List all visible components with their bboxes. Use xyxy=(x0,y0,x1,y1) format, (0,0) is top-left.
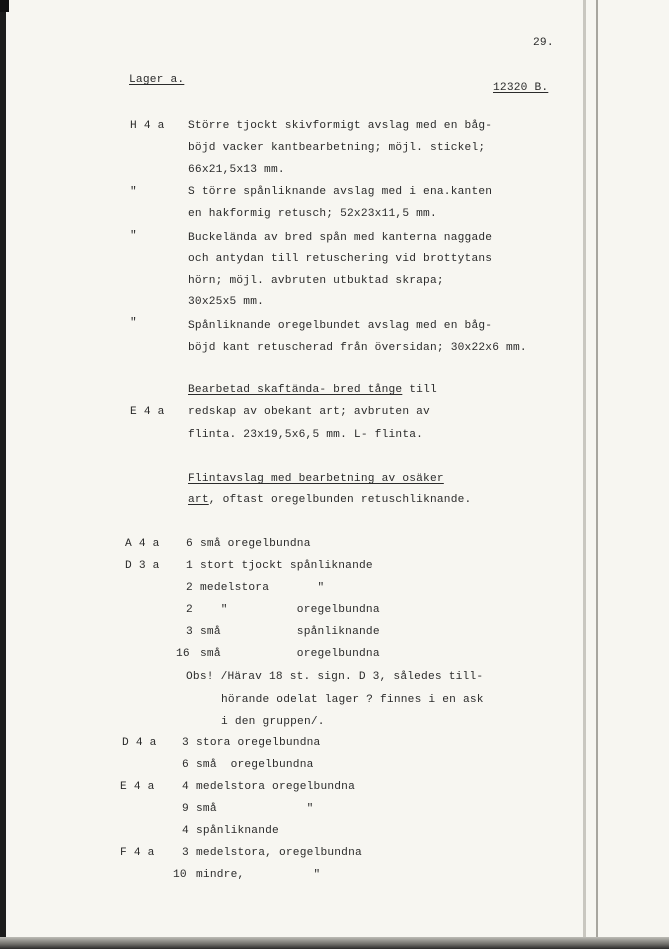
list-desc: små oregelbundna xyxy=(200,648,380,660)
entry-line: 30x25x5 mm. xyxy=(188,296,265,308)
list-desc: små oregelbundna xyxy=(200,538,311,550)
list-label: D 3 a xyxy=(125,560,160,572)
list-count: 10 xyxy=(173,869,187,881)
section-heading xyxy=(188,384,437,397)
list-desc: spånliknande xyxy=(196,825,279,837)
list-label: E 4 a xyxy=(120,781,155,793)
list-desc: små " xyxy=(196,803,314,815)
entry-label: " xyxy=(130,317,137,329)
list-desc: stora oregelbundna xyxy=(196,737,321,749)
entry-line: och antydan till retuschering vid brottytans xyxy=(188,253,493,265)
layer-title: Lager a. xyxy=(129,74,185,86)
list-desc: " oregelbundna xyxy=(200,604,380,616)
entry-label: " xyxy=(130,230,137,242)
page-number: 29. xyxy=(533,37,554,49)
section-heading-underlined: art xyxy=(188,494,209,506)
entry-line: hörn; möjl. avbruten utbuktad skrapa; xyxy=(188,275,444,287)
note-line: Obs! /Härav 18 st. sign. D 3, således till- xyxy=(186,671,484,683)
entry-line: en hakformig retusch; 52x23x11,5 mm. xyxy=(188,208,437,220)
list-count: 6 xyxy=(182,759,189,771)
entry-line: böjd kant retuscherad från översidan; 30x22x6 mm. xyxy=(188,342,527,354)
entry-label: H 4 a xyxy=(130,120,165,132)
entry-line: böjd vacker kantbearbetning; möjl. stickel; xyxy=(188,142,486,154)
list-count: 3 xyxy=(182,737,189,749)
list-count: 3 xyxy=(182,847,189,859)
section-line: redskap av obekant art; avbruten av xyxy=(188,406,430,418)
entry-line: Spånliknande oregelbundet avslag med en båg- xyxy=(188,320,493,332)
entry-line: Större tjockt skivformigt avslag med en båg- xyxy=(188,120,493,132)
list-label: D 4 a xyxy=(122,737,157,749)
section-heading: Flintavslag med bearbetning av osäker xyxy=(188,473,444,485)
list-count: 1 xyxy=(186,560,193,572)
list-desc: medelstora " xyxy=(200,582,325,594)
list-count: 3 xyxy=(186,626,193,638)
page-right-edge xyxy=(583,0,586,949)
page-left-edge xyxy=(0,0,6,949)
list-count: 9 xyxy=(182,803,189,815)
list-count: 6 xyxy=(186,538,193,550)
entry-line: Buckelända av bred spån med kanterna naggade xyxy=(188,232,493,244)
section-heading-line2 xyxy=(188,494,471,507)
section-heading-rest: , oftast oregelbunden retuschliknande. xyxy=(208,494,472,506)
page-corner-mark xyxy=(0,0,9,12)
list-desc: medelstora, oregelbundna xyxy=(196,847,362,859)
list-count: 16 xyxy=(176,648,190,660)
page-right-edge-shadow xyxy=(596,0,598,949)
list-count: 2 xyxy=(186,582,193,594)
list-desc: medelstora oregelbundna xyxy=(196,781,356,793)
list-label: A 4 a xyxy=(125,538,160,550)
list-count: 2 xyxy=(186,604,193,616)
page-bottom-edge xyxy=(0,937,669,949)
section-heading-rest: till xyxy=(402,384,437,396)
section-label: E 4 a xyxy=(130,406,165,418)
entry-line: 66x21,5x13 mm. xyxy=(188,164,285,176)
list-desc: mindre, " xyxy=(196,869,321,881)
list-count: 4 xyxy=(182,825,189,837)
entry-label: " xyxy=(130,186,137,198)
note-line: i den gruppen/. xyxy=(221,716,325,728)
catalogue-number: 12320 B. xyxy=(493,82,549,94)
list-desc: stort tjockt spånliknande xyxy=(200,560,373,572)
list-desc: små oregelbundna xyxy=(196,759,314,771)
list-desc: små spånliknande xyxy=(200,626,380,638)
section-heading-underlined: Bearbetad skaftända- bred tånge xyxy=(188,384,403,396)
note-line: hörande odelat lager ? finnes i en ask xyxy=(221,694,484,706)
entry-line: S törre spånliknande avslag med i ena.kanten xyxy=(188,186,493,198)
list-label: F 4 a xyxy=(120,847,155,859)
list-count: 4 xyxy=(182,781,189,793)
section-line: flinta. 23x19,5x6,5 mm. L- flinta. xyxy=(188,429,424,441)
